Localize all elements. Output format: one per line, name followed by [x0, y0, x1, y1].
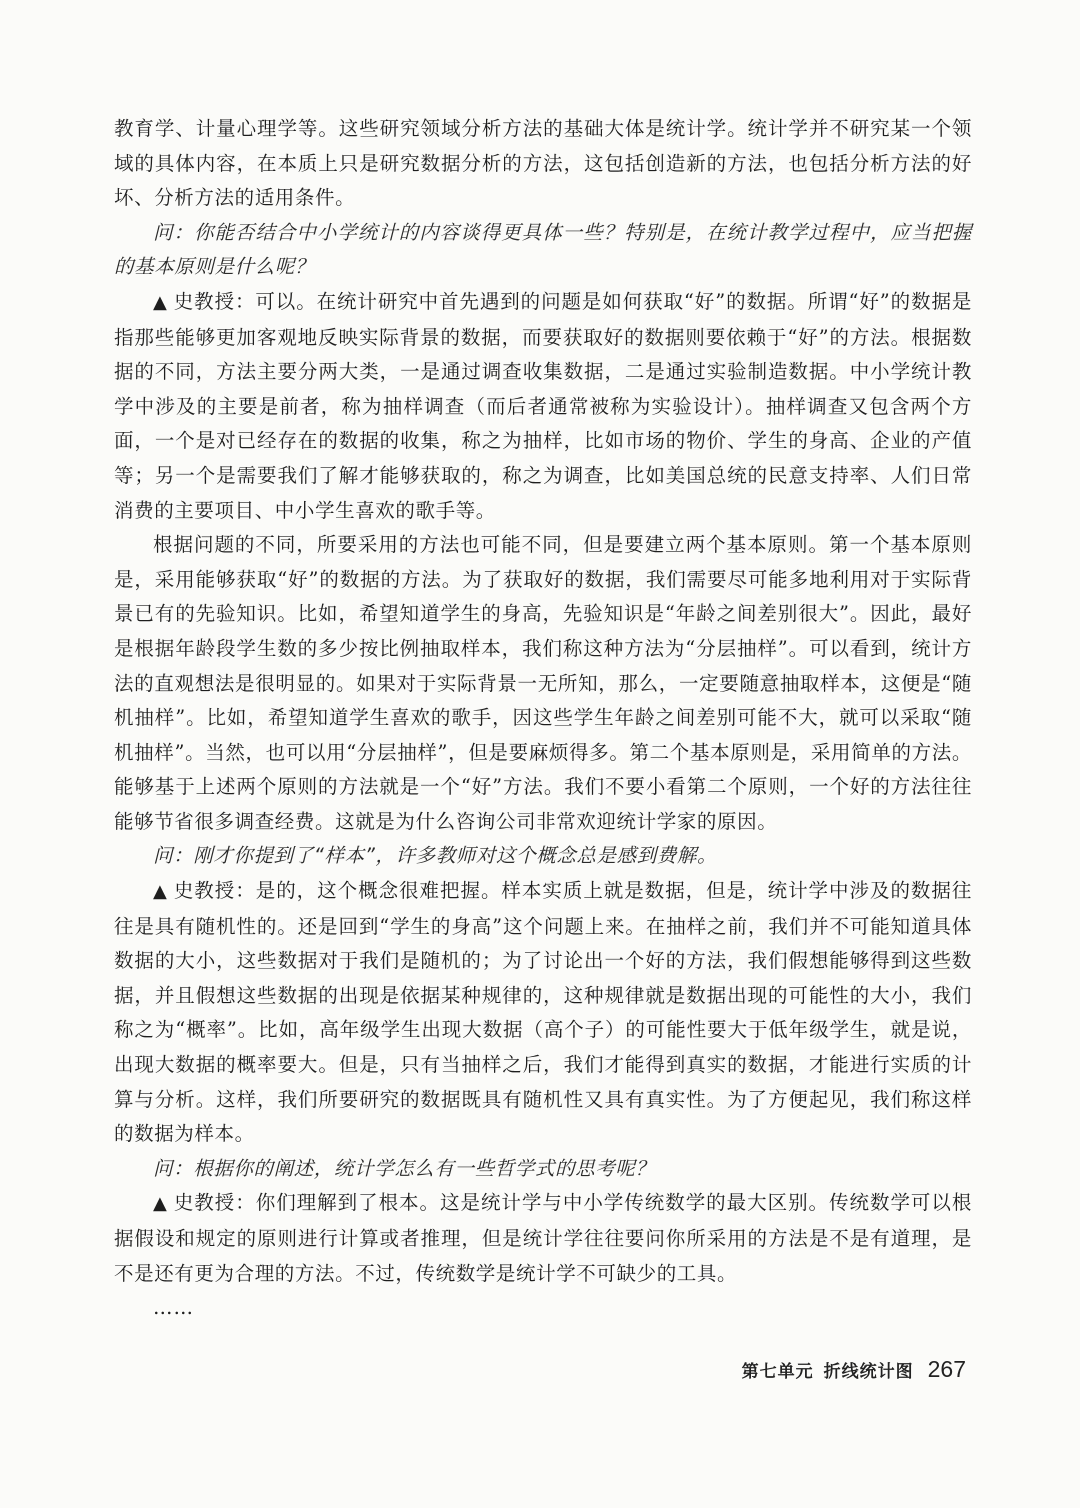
footer-chapter: 折线统计图: [823, 1362, 914, 1382]
speaker-label: 史教授：: [173, 879, 256, 903]
ellipsis: ……: [153, 1296, 194, 1320]
page-body: [114, 112, 972, 1326]
speaker-label: 史教授：: [173, 1191, 256, 1215]
page-number: 267: [927, 1356, 966, 1382]
answer-text: 是的，这个概念很难把握。样本实质上就是数据，但是，统计学中涉及的数据往往是具有随机性的。还是回到“学生的身高”这个问题上来。在抽样之前，我们并不可能知道具体数据的大小，这些数据对于我们是随机的；为了讨论出一个好的方法，我们假想能够得到这些数据，并且假想这些数据的出现是依据某种规律的，这种规律就是数据出现的可能性的大小，我们称之为“概率”。比如，高年级学生出现大数据（高个子）的可能性要大于低年级学生，就是说，出现大数据的概率要大。但是，只有当抽样之后，我们才能得到真实的数据，才能进行实质的计算与分析。这样，我们所要研究的数据既具有随机性又具有真实性。为了方便起见，我们称这样的数据为样本。: [114, 879, 972, 1146]
paragraph-intro: 教育学、计量心理学等。这些研究领域分析方法的基础大体是统计学。统计学并不研究某一个领域的具体内容，在本质上只是研究数据分析的方法，这包括创造新的方法，也包括分析方法的好坏、分析方法的适用条件。: [114, 117, 972, 210]
triangle-marker-icon: ▲: [153, 1193, 168, 1215]
footer-unit: 第七单元: [741, 1362, 814, 1382]
question-3: 问：根据你的阐述，统计学怎么有一些哲学式的思考呢？: [153, 1156, 656, 1180]
page-footer: [742, 1356, 966, 1383]
triangle-marker-icon: ▲: [153, 881, 168, 903]
triangle-marker-icon: ▲: [153, 291, 168, 313]
paragraph-principles: 根据问题的不同，所要采用的方法也可能不同，但是要建立两个基本原则。第一个基本原则是，采用能够获取“好”的数据的方法。为了获取好的数据，我们需要尽可能多地利用对于实际背景已有的先验知识。比如，希望知道学生的身高，先验知识是“年龄之间差别很大”。因此，最好是根据年龄段学生数的多少按比例抽取样本，我们称这种方法为“分层抽样”。可以看到，统计方法的直观想法是很明显的。如果对于实际背景一无所知，那么，一定要随意抽取样本，这便是“随机抽样”。比如，希望知道学生喜欢的歌手，因这些学生年龄之间差别可能不大，就可以采取“随机抽样”。当然，也可以用“分层抽样”，但是要麻烦得多。第二个基本原则是，采用简单的方法。能够基于上述两个原则的方法就是一个“好”方法。我们不要小看第二个原则，一个好的方法往往能够节省很多调查经费。这就是为什么咨询公司非常欢迎统计学家的原因。: [114, 533, 972, 833]
answer-1: [114, 285, 972, 528]
answer-text: 你们理解到了根本。这是统计学与中小学传统数学的最大区别。传统数学可以根据假设和规定的原则进行计算或者推理，但是统计学往往要问你所采用的方法是不是有道理，是不是还有更为合理的方法。不过，传统数学是统计学不可缺少的工具。: [114, 1191, 972, 1285]
speaker-label: 史教授：: [173, 289, 256, 313]
answer-2: [114, 874, 972, 1152]
answer-3: [114, 1186, 972, 1291]
question-1: 问：你能否结合中小学统计的内容谈得更具体一些？特别是，在统计教学过程中，应当把握的基本原则是什么呢？: [114, 220, 972, 279]
answer-text: 可以。在统计研究中首先遇到的问题是如何获取“好”的数据。所谓“好”的数据是指那些能够更加客观地反映实际背景的数据，而要获取好的数据则要依赖于“好”的方法。根据数据的不同，方法主要分两大类，一是通过调查收集数据，二是通过实验制造数据。中小学统计教学中涉及的主要是前者，称为抽样调查（而后者通常被称为实验设计）。抽样调查又包含两个方面，一个是对已经存在的数据的收集，称之为抽样，比如市场的物价、学生的身高、企业的产值等；另一个是需要我们了解才能够获取的，称之为调查，比如美国总统的民意支持率、人们日常消费的主要项目、中小学生喜欢的歌手等。: [114, 289, 972, 522]
question-2: 问：刚才你提到了“样本”，许多教师对这个概念总是感到费解。: [153, 844, 718, 868]
